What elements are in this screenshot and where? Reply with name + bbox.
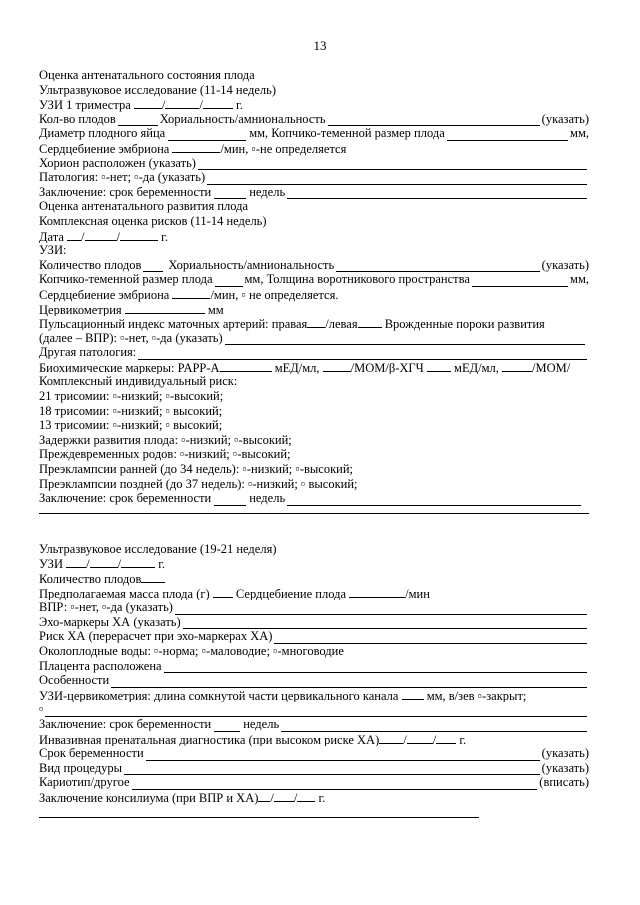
conclusion-line: Заключение: срок беременности недель <box>39 185 589 200</box>
heartbeat-line: Сердцебиение эмбриона /мин, ▫-не определяется <box>39 141 347 156</box>
pathology-line: Патология: ▫-нет; ▫-да (указать) <box>39 170 589 185</box>
risk-18: 18 трисомии: ▫-низкий; ▫ высокий; <box>39 403 223 418</box>
council-line: Заключение консилиума (при ВПР и ХА) / / г. <box>39 790 326 805</box>
invasive-line: Инвазивная пренатальная диагностика (при высоком риске ХА) / / г. <box>39 732 467 747</box>
fetus-qty2-line: Количество плодов <box>39 571 589 586</box>
uzi-first-trimester: УЗИ 1 триместра / / г. <box>39 98 243 112</box>
vpr2-line: ВПР: ▫-нет, ▫-да (указать) <box>39 600 589 615</box>
cervicometry-line: УЗИ-цервикометрия: длина сомкнутой части цервикального канала мм, в/зев ▫-закрыт; <box>39 688 527 703</box>
fetus-count-line: Кол-во плодов Хориальность/амниональность (указать) <box>39 111 589 126</box>
conclusion2-line: Заключение: срок беременности недель <box>39 491 589 506</box>
page-number: 13 <box>313 38 327 53</box>
uzi-date-line: УЗИ / / г. <box>39 557 166 571</box>
risk-pe-late: Преэклампсии поздней (до 37 недель): ▫-низкий; ▫ высокий; <box>39 476 358 491</box>
document-body <box>39 68 589 818</box>
echo-markers-line: Эхо-маркеры ХА (указать) <box>39 615 589 630</box>
us-second-title: Ультразвуковое исследование (19-21 неделя) <box>39 541 277 556</box>
features-line: Особенности <box>39 673 589 688</box>
risk-preterm: Преждевременных родов: ▫-низкий; ▫-высокий; <box>39 447 291 462</box>
cervix-line: Цервикометрия мм <box>39 302 224 317</box>
fetus-qty-line: Количество плодов Хориальность/амниональность (указать) <box>39 257 589 272</box>
risk-ca-line: Риск ХА (перерасчет при эхо-маркерах ХА) <box>39 629 589 644</box>
mass-heart-line: Предполагаемая масса плода (г) Сердцебиение плода /мин <box>39 586 430 601</box>
risk-title: Комплексная оценка рисков (11-14 недель) <box>39 213 267 228</box>
checkbox-line: ▫ <box>39 702 589 717</box>
risk-pe-early: Преэклампсии ранней (до 34 недель): ▫-низкий; ▫-высокий; <box>39 462 354 477</box>
dev-title: Оценка антенатального развития плода <box>39 199 249 214</box>
amniotic-fluid-line: Околоплодные воды: ▫-норма; ▫-маловодие; ▫-многоводие <box>39 643 344 658</box>
other-pathology-line: Другая патология: <box>39 345 589 360</box>
conclusion3-line: Заключение: срок беременности недель <box>39 717 589 732</box>
vpr-line: (далее – ВПР): ▫-нет, ▫-да (указать) <box>39 331 589 346</box>
risk-21: 21 трисомии: ▫-низкий; ▫-высокий; <box>39 389 224 404</box>
procedure-line: Вид процедуры (указать) <box>39 760 589 775</box>
karyotype-line: Кариотип/другое (вписать) <box>39 775 589 790</box>
final-line <box>39 805 479 818</box>
biochem-line: Биохимические маркеры: PAPP-A мЕД/мл, /МОМ/β-ХГЧ мЕД/мл, /МОМ/ <box>39 360 571 375</box>
sac-diameter-line: Диаметр плодного яйца мм, Копчико-теменной размер плода мм, <box>39 126 589 141</box>
crl-line: Копчико-теменной размер плода мм, Толщина воротникового пространства мм, <box>39 272 589 287</box>
uzi-label: УЗИ: <box>39 243 67 258</box>
complex-risk: Комплексный индивидуальный риск: <box>39 374 238 389</box>
placenta-line: Плацента расположена <box>39 659 589 674</box>
us-first-title: Ультразвуковое исследование (11-14 недель) <box>39 82 276 97</box>
risk-delay: Задержки развития плода: ▫-низкий; ▫-высокий; <box>39 432 292 447</box>
term-line: Срок беременности (указать) <box>39 746 589 761</box>
divider <box>39 506 589 514</box>
date-line: Дата / / г. <box>39 229 168 244</box>
chorion-location-line: Хорион расположен (указать) <box>39 156 589 171</box>
risk-13: 13 трисомии: ▫-низкий; ▫ высокий; <box>39 418 223 433</box>
section-title: Оценка антенатального состояния плода <box>39 68 255 82</box>
heartbeat2-line: Сердцебиение эмбриона /мин, ▫ не определяется. <box>39 287 339 302</box>
pulsatility-line: Пульсационный индекс маточных артерий: правая /левая Врожденные пороки развития <box>39 317 545 331</box>
